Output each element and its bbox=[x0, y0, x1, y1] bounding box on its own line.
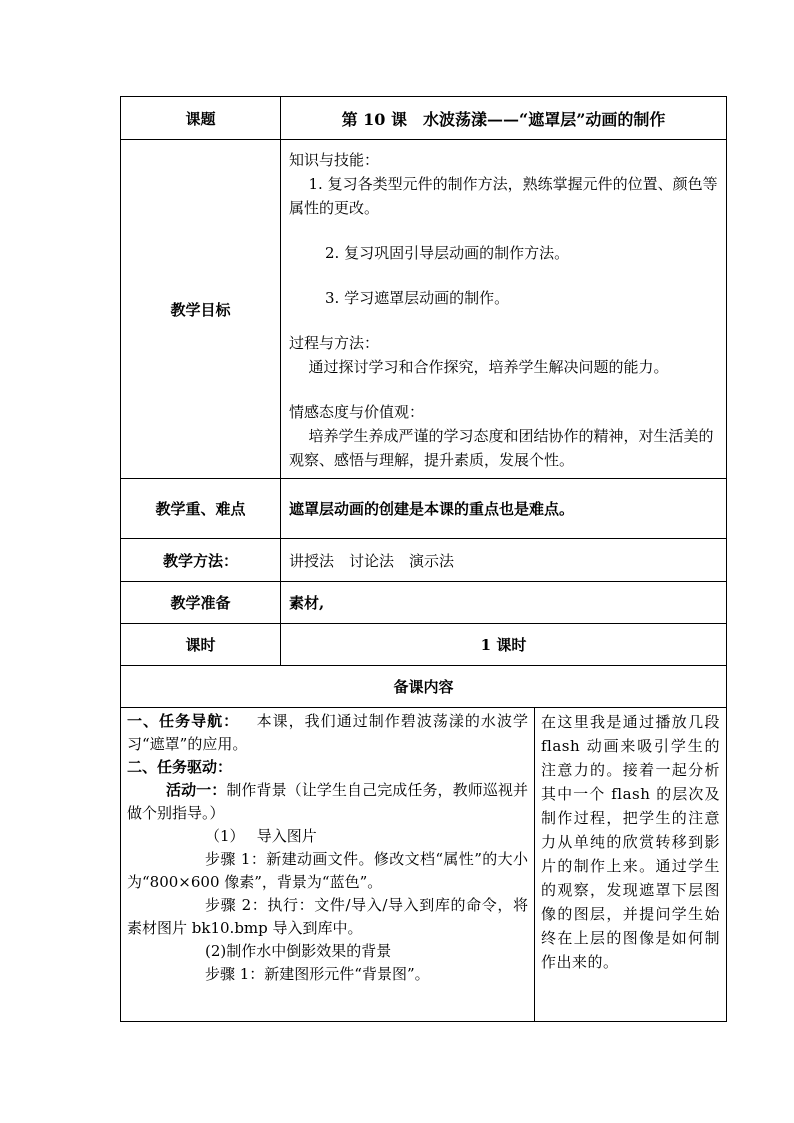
process-title: 过程与方法： bbox=[289, 334, 380, 352]
task1-heading: 一、任务导航： bbox=[127, 712, 240, 730]
task1-text: 本课，我们通过制作碧波荡漾的水波学习“遮罩”的应用。 bbox=[127, 712, 528, 753]
step-3: 步骤 1：新建图形元件“背景图”。 bbox=[205, 965, 430, 983]
emotion-title: 情感态度与价值观： bbox=[289, 403, 425, 421]
goals-content bbox=[281, 140, 727, 479]
activity1-heading: 活动一： bbox=[166, 781, 227, 799]
hours-label: 课时 bbox=[121, 624, 281, 666]
emotion-text: 培养学生养成严谨的学习态度和团结协作的精神，对生活美的观察、感悟与理解，提升素质，发展个性。 bbox=[289, 427, 714, 469]
teaching-note: 在这里我是通过播放几段 flash 动画来吸引学生的注意力的。接着一起分析其中一个 flash 的层次及制作过程，把学生的注意力从单纯的欣赏转移到影片的制作上来。通过学生的观察，发现遮罩下层图像的图层，并提问学生始终在上层的图像是如何制作出来的。 bbox=[535, 708, 727, 1022]
row-goals bbox=[121, 140, 727, 479]
content-main bbox=[121, 708, 535, 1022]
task1-paragraph bbox=[127, 710, 528, 756]
goals-label: 教学目标 bbox=[121, 140, 281, 479]
topic-value: 第 10 课 水波荡漾——“遮罩层”动画的制作 bbox=[281, 97, 727, 140]
hours-value: 1 课时 bbox=[281, 624, 727, 666]
activity1-text: 制作背景（让学生自己完成任务，教师巡视并做个别指导。） bbox=[127, 781, 528, 822]
keypoints-value: 遮罩层动画的创建是本课的重点也是难点。 bbox=[281, 479, 727, 539]
step-1: 步骤 1：新建动画文件。修改文档“属性”的大小为“800×600 像素”，背景为“蓝色”。 bbox=[127, 850, 528, 891]
step-2: 步骤 2：执行：文件/导入/导入到库的命令，将素材图片 bk10.bmp 导入到库中。 bbox=[127, 896, 528, 937]
process-text: 通过探讨学习和合作探究，培养学生解决问题的能力。 bbox=[308, 358, 669, 376]
sub-heading-2: (2)制作水中倒影效果的背景 bbox=[205, 942, 392, 960]
method-value: 讲授法 讨论法 演示法 bbox=[281, 539, 727, 582]
row-keypoints bbox=[121, 479, 727, 539]
knowledge-item-1: 1. 复习各类型元件的制作方法，熟练掌握元件的位置、颜色等属性的更改。 bbox=[289, 175, 718, 217]
row-method bbox=[121, 539, 727, 582]
activity1-paragraph bbox=[127, 779, 528, 825]
row-prep bbox=[121, 582, 727, 624]
keypoints-label: 教学重、难点 bbox=[121, 479, 281, 539]
knowledge-item-3: 3. 学习遮罩层动画的制作。 bbox=[325, 289, 510, 307]
knowledge-title: 知识与技能： bbox=[289, 151, 380, 169]
row-content bbox=[121, 708, 727, 1022]
topic-label: 课题 bbox=[121, 97, 281, 140]
row-hours bbox=[121, 624, 727, 666]
content-title: 备课内容 bbox=[121, 666, 727, 708]
knowledge-item-2: 2. 复习巩固引导层动画的制作方法。 bbox=[325, 244, 570, 262]
row-topic bbox=[121, 97, 727, 140]
prep-label: 教学准备 bbox=[121, 582, 281, 624]
method-label: 教学方法： bbox=[121, 539, 281, 582]
row-content-title bbox=[121, 666, 727, 708]
prep-value: 素材, bbox=[281, 582, 727, 624]
task2-heading: 二、任务驱动： bbox=[127, 758, 233, 776]
sub-heading-1: （1） 导入图片 bbox=[205, 827, 317, 845]
lesson-plan-table bbox=[120, 96, 727, 1022]
